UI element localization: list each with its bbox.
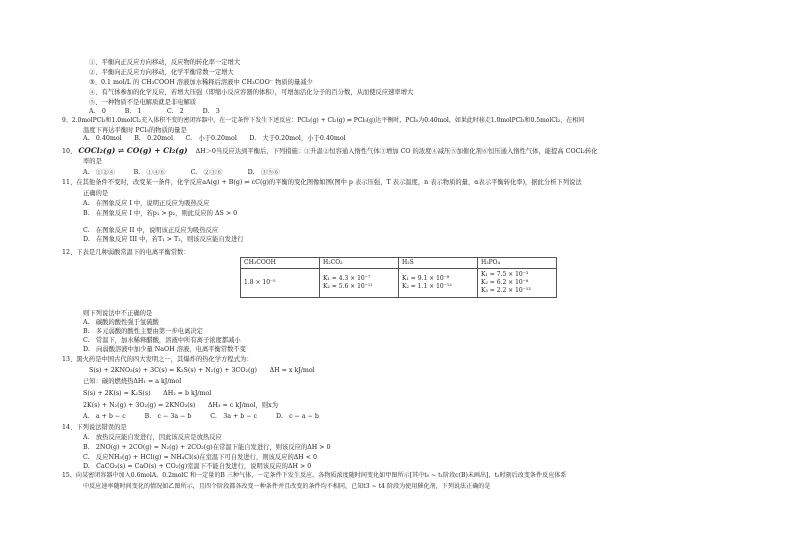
q9-stem-2: 温度下再达平衡时 PCl₅的物质的量是 <box>83 127 187 134</box>
table-cell: 1.8 × 10⁻⁵ <box>241 269 320 298</box>
q11-option-b: B. 在图象反应 I 中，若p₁ > p₂，则此反应的 ΔS > 0 <box>83 210 238 217</box>
q13-equation-2: S(s) + 2K(s) = K₂S(s) ΔH₂ = b kJ/mol <box>83 390 212 397</box>
q9-options: A. 0.40mol B. 0.20mol C. 小于0.20mol D. 大于0.20mol，小于0.40mol <box>83 135 346 142</box>
q13-stem: 13、黑火药是中国古代的四大发明之一，其爆炸的热化学方程式为： <box>62 356 253 363</box>
table-header: H₂S <box>399 258 478 269</box>
statement-5: ⑤、一种物质不是电解质就是非电解质 <box>89 99 197 106</box>
q13-equation-3: 2K(s) + N₂(g) + 3O₂(g) = 2KNO₃(s) ΔH₃ = c kJ/mol，则x为 <box>83 402 279 409</box>
q13-equation: S(s) + 2KNO₃(s) + 3C(s) = K₂S(s) + N₂(g) + 3CO₂(g) ΔH = x kJ/mol <box>89 367 315 374</box>
q10-number: 10、 <box>62 148 77 155</box>
q15-stem: 15、向某密闭容器中加入0.6molA、0.2molC 和一定量的B 三种气体，一定条件下发生反应，各物质浓度随时间变化如甲图所示[其中t₀ ~ t₁阶段c(B)未画出]，t₂时刻后改变条件反应体系 <box>62 472 567 479</box>
q12-stem: 12、下表是几种弱酸常温下的电离平衡常数： <box>62 249 190 256</box>
q11-option-a: A. 在图象反应 I 中，说明正反应为吸热反应 <box>83 200 210 207</box>
table-header: CH₃COOH <box>241 258 320 269</box>
q11-option-d: D. 在图象反应 III 中，若T₁ > T₂，则该反应能自发进行 <box>83 236 244 243</box>
q10-stem-2: 率的是 <box>83 158 102 165</box>
q14-option-d: D. CaCO₃(s) = CaO(s) + CO₂(g)室温下不能自发进行，说明该反应的ΔH > 0 <box>83 463 312 470</box>
statement-1: ①、平衡向正反应方向移动，反应物的转化率一定增大 <box>89 59 241 66</box>
statement-2: ②、平衡向正反应方向移动，化学平衡常数一定增大 <box>89 69 234 76</box>
q13-given: 已知：碳的燃烧热ΔH₁ = a kJ/mol <box>83 378 182 385</box>
table-cell: K₁ = 7.5 × 10⁻³ K₂ = 6.2 × 10⁻⁸ K₃ = 2.2 × 10⁻¹³ <box>478 269 557 298</box>
table-cell: K₁ = 9.1 × 10⁻⁸ K₂ = 1.1 × 10⁻¹² <box>399 269 478 298</box>
q10-equation: COCl₂(g) ⇌ CO(g) + Cl₂(g) <box>78 146 188 155</box>
q11-stem-2: 正确的是 <box>83 190 109 197</box>
table-header: H₂CO₃ <box>320 258 399 269</box>
q11-option-c: C. 在图象反应 II 中，说明该正反应为吸热反应 <box>83 227 219 234</box>
q8-options: A. 0 B. 1 C. 2 D. 3 <box>89 108 220 115</box>
ionization-constant-table <box>240 257 557 298</box>
q11-stem: 11、在其他条件不变时，改变某一条件，化学反应aA(g) + B(g) ⇌ cC(g)的平衡的变化图像如图(图中 p 表示压强，T 表示温度，n 表示物质的量，α表示平衡转化率)，据此分析下列说法 <box>62 179 582 186</box>
q14-option-b: B. 2NO(g) + 2CO(g) = N₂(g) + 2CO₂(g)在常温下能自发进行，则该反应的ΔH > 0 <box>83 444 331 451</box>
q12-prompt: 则下列说法中不正确的是 <box>83 310 153 317</box>
q14-option-c: C. 反应NH₃(g) + HCl(g) = NH₄Cl(s)在室温下可自发进行，则该反应的ΔH < 0 <box>83 454 318 461</box>
table-cell: K₁ = 4.3 × 10⁻⁷ K₂ = 5.6 × 10⁻¹¹ <box>320 269 399 298</box>
q10-text: ΔH＞0当反应达到平衡后，下列措施：①升温②恒容通入惰性气体③增加 CO 的浓度④减压⑤加催化剂⑥恒压通入惰性气体，能提高 COCl₂转化 <box>195 148 598 155</box>
statement-4: ④、有气体参加的化学反应，若增大压强（即缩小反应容器的体积），可增加活化分子的百分数，从而使反应速率增大 <box>89 89 414 96</box>
table-header: H₃PO₄ <box>478 258 557 269</box>
q10-options: A. ①②④ B. ①④⑥ C. ②③⑥ D. ③⑤⑥ <box>83 169 280 176</box>
q14-option-a: A. 放热反应能自发进行，因此该反应是放热反应 <box>83 434 222 441</box>
q12-option-b: B. 多元弱酸的酸性主要由第一步电离决定 <box>83 328 203 335</box>
statement-3: ③、0.1 mol/L 的 CH₃COOH 溶液加水稀释后溶液中 CH₃COO⁻ 物质的量减少 <box>89 79 313 86</box>
q10-stem <box>62 147 598 156</box>
q9-stem: 9、2.0molPCl₃和1.0molCl₂充入体积不变的密闭容器中，在一定条件下发生下述反应：PCl₃(g) + Cl₂(g) ⇌ PCl₅(g)达平衡时，PCl₅为0.40mol，如果此时移走1.0molPCl₃和0.5molCl₂，在相同 <box>62 117 585 124</box>
q12-option-c: C. 常温下，加水稀释醋酸，溶液中所有离子浓度都减小 <box>83 337 241 344</box>
q13-options: A. a + b − c B. c − 3a − b C. 3a + b − c D. c − a − b <box>83 413 319 420</box>
q14-stem: 14、下列说法错误的是 <box>62 424 127 431</box>
q15-stem-2: 中反应速率随时间变化的情况如乙图所示，且四个阶段都各改变一种条件并且改变的条件均不相同，已知t3 ~ t4 阶段为使用催化剂，下列说法正确的是 <box>83 483 491 490</box>
q12-option-d: D. 向弱酸溶液中加少量 NaOH 溶液，电离平衡常数不变 <box>83 346 246 353</box>
q12-option-a: A. 碳酸的酸性强于氢硫酸 <box>83 319 159 326</box>
